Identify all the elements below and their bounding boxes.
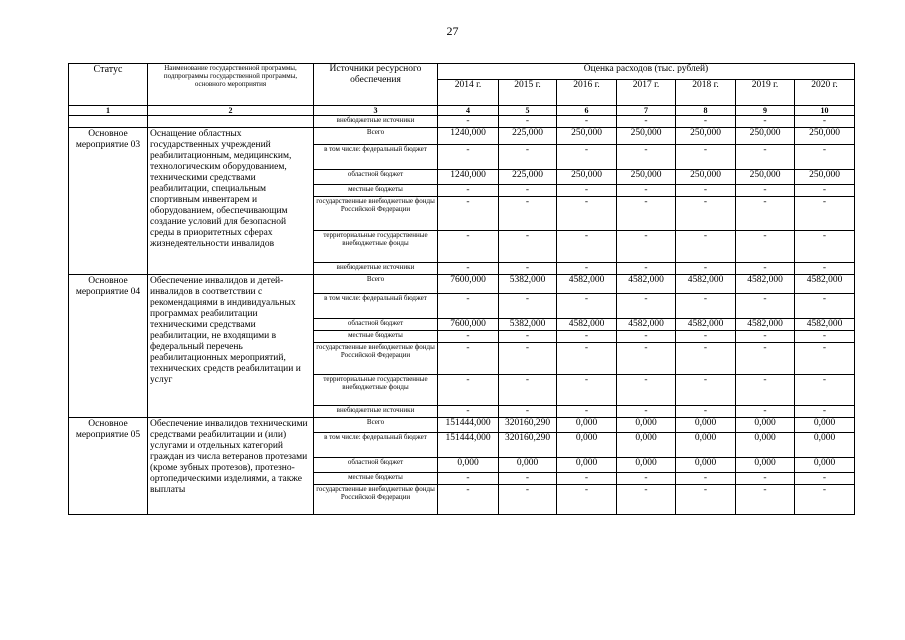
header-year: 2018 г. bbox=[676, 80, 736, 106]
value-cell: - bbox=[557, 485, 617, 515]
value-cell: 0,000 bbox=[617, 418, 676, 433]
value-cell: 5382,000 bbox=[499, 319, 557, 331]
value-cell: - bbox=[676, 145, 736, 170]
value-cell: - bbox=[499, 375, 557, 406]
value-cell: 0,000 bbox=[676, 458, 736, 473]
source-cell: внебюджетные источники bbox=[314, 116, 438, 128]
value-cell: - bbox=[499, 197, 557, 231]
value-cell: - bbox=[617, 263, 676, 275]
value-cell: - bbox=[676, 185, 736, 197]
value-cell: - bbox=[795, 185, 855, 197]
value-cell: - bbox=[557, 406, 617, 418]
value-cell: 0,000 bbox=[557, 458, 617, 473]
value-cell: - bbox=[438, 473, 499, 485]
column-number: 10 bbox=[795, 106, 855, 116]
column-number: 3 bbox=[314, 106, 438, 116]
header-year: 2014 г. bbox=[438, 80, 499, 106]
empty-cell bbox=[69, 116, 148, 128]
value-cell: 4582,000 bbox=[617, 319, 676, 331]
table-row bbox=[69, 418, 855, 433]
value-cell: - bbox=[438, 485, 499, 515]
value-cell: - bbox=[795, 263, 855, 275]
column-number: 6 bbox=[557, 106, 617, 116]
value-cell: - bbox=[736, 331, 795, 343]
value-cell: - bbox=[617, 197, 676, 231]
column-number: 8 bbox=[676, 106, 736, 116]
value-cell: - bbox=[795, 485, 855, 515]
value-cell: - bbox=[676, 294, 736, 319]
value-cell: 1240,000 bbox=[438, 128, 499, 145]
value-cell: - bbox=[736, 197, 795, 231]
value-cell: - bbox=[557, 343, 617, 375]
value-cell: 0,000 bbox=[557, 418, 617, 433]
value-cell: - bbox=[736, 294, 795, 319]
source-cell: территориальные государственные внебюджетные фонды bbox=[314, 375, 438, 406]
value-cell: - bbox=[438, 231, 499, 263]
value-cell: 7600,000 bbox=[438, 319, 499, 331]
value-cell: - bbox=[617, 145, 676, 170]
source-cell: территориальные государственные внебюджетные фонды bbox=[314, 231, 438, 263]
value-cell: - bbox=[438, 375, 499, 406]
value-cell: - bbox=[499, 263, 557, 275]
source-cell: местные бюджеты bbox=[314, 185, 438, 197]
source-cell: внебюджетные источники bbox=[314, 406, 438, 418]
value-cell: 151444,000 bbox=[438, 433, 499, 458]
status-cell: Основное мероприятие 03 bbox=[69, 128, 148, 275]
value-cell: 0,000 bbox=[795, 458, 855, 473]
value-cell: - bbox=[795, 231, 855, 263]
value-cell: - bbox=[736, 185, 795, 197]
column-number: 4 bbox=[438, 106, 499, 116]
source-cell: государственные внебюджетные фонды Российской Федерации bbox=[314, 343, 438, 375]
value-cell: - bbox=[676, 231, 736, 263]
value-cell: 4582,000 bbox=[795, 275, 855, 294]
column-number: 9 bbox=[736, 106, 795, 116]
value-cell: 0,000 bbox=[617, 458, 676, 473]
value-cell: - bbox=[499, 343, 557, 375]
value-cell: - bbox=[557, 197, 617, 231]
value-cell: - bbox=[438, 406, 499, 418]
value-cell: 250,000 bbox=[617, 128, 676, 145]
table-row bbox=[69, 128, 855, 145]
value-cell: 0,000 bbox=[438, 458, 499, 473]
value-cell: 4582,000 bbox=[676, 275, 736, 294]
source-cell: областной бюджет bbox=[314, 319, 438, 331]
source-cell: в том числе: федеральный бюджет bbox=[314, 294, 438, 319]
value-cell: - bbox=[736, 406, 795, 418]
column-number: 2 bbox=[148, 106, 314, 116]
value-cell: 4582,000 bbox=[676, 319, 736, 331]
status-cell: Основное мероприятие 05 bbox=[69, 418, 148, 515]
source-cell: Всего bbox=[314, 128, 438, 145]
value-cell: 225,000 bbox=[499, 170, 557, 185]
table-row bbox=[69, 275, 855, 294]
source-cell: внебюджетные источники bbox=[314, 263, 438, 275]
value-cell: - bbox=[617, 473, 676, 485]
expenditure-table bbox=[68, 63, 855, 515]
value-cell: 250,000 bbox=[736, 170, 795, 185]
value-cell: 250,000 bbox=[557, 128, 617, 145]
value-cell: - bbox=[795, 375, 855, 406]
value-cell: 1240,000 bbox=[438, 170, 499, 185]
value-cell: - bbox=[499, 331, 557, 343]
header-year: 2020 г. bbox=[795, 80, 855, 106]
value-cell: - bbox=[438, 294, 499, 319]
value-cell: - bbox=[557, 375, 617, 406]
value-cell: - bbox=[499, 145, 557, 170]
header-source: Источники ресурсного обеспечения bbox=[314, 64, 438, 106]
value-cell: 7600,000 bbox=[438, 275, 499, 294]
value-cell: - bbox=[795, 197, 855, 231]
value-cell: - bbox=[736, 375, 795, 406]
name-cell: Обеспечение инвалидов и детей-инвалидов в соответствии с рекомендациями в индивидуальных программах реабилитации техническими средствами реабилитации, не входящими в федеральный перечень реабилитационных мероприятий, технических средств реабилитации и услуг bbox=[148, 275, 314, 418]
value-cell: - bbox=[736, 145, 795, 170]
value-cell: 320160,290 bbox=[499, 418, 557, 433]
value-cell: - bbox=[617, 485, 676, 515]
value-cell: - bbox=[736, 263, 795, 275]
value-cell: - bbox=[676, 331, 736, 343]
value-cell: 250,000 bbox=[736, 128, 795, 145]
value-cell: - bbox=[499, 294, 557, 319]
value-cell: 0,000 bbox=[736, 458, 795, 473]
value-cell: - bbox=[557, 294, 617, 319]
value-cell: - bbox=[499, 185, 557, 197]
source-cell: в том числе: федеральный бюджет bbox=[314, 433, 438, 458]
value-cell: - bbox=[617, 294, 676, 319]
value-cell: 4582,000 bbox=[557, 319, 617, 331]
value-cell: - bbox=[438, 116, 499, 128]
header-year: 2017 г. bbox=[617, 80, 676, 106]
value-cell: - bbox=[438, 185, 499, 197]
value-cell: - bbox=[795, 406, 855, 418]
source-cell: областной бюджет bbox=[314, 170, 438, 185]
value-cell: - bbox=[795, 343, 855, 375]
value-cell: - bbox=[557, 231, 617, 263]
value-cell: - bbox=[736, 116, 795, 128]
source-cell: Всего bbox=[314, 418, 438, 433]
value-cell: - bbox=[795, 294, 855, 319]
value-cell: - bbox=[499, 116, 557, 128]
value-cell: - bbox=[438, 197, 499, 231]
value-cell: - bbox=[736, 485, 795, 515]
column-number: 1 bbox=[69, 106, 148, 116]
value-cell: - bbox=[499, 406, 557, 418]
value-cell: - bbox=[676, 343, 736, 375]
value-cell: 320160,290 bbox=[499, 433, 557, 458]
value-cell: 250,000 bbox=[676, 170, 736, 185]
value-cell: - bbox=[557, 145, 617, 170]
header-status: Статус bbox=[69, 64, 148, 106]
value-cell: - bbox=[795, 473, 855, 485]
header-name: Наименование государственной программы, подпрограммы государственной программы, основного мероприятия bbox=[148, 64, 314, 106]
value-cell: 0,000 bbox=[736, 418, 795, 433]
header-year: 2016 г. bbox=[557, 80, 617, 106]
empty-cell bbox=[148, 116, 314, 128]
value-cell: - bbox=[499, 231, 557, 263]
status-cell: Основное мероприятие 04 bbox=[69, 275, 148, 418]
source-cell: Всего bbox=[314, 275, 438, 294]
value-cell: - bbox=[676, 116, 736, 128]
value-cell: - bbox=[676, 406, 736, 418]
value-cell: - bbox=[557, 473, 617, 485]
value-cell: 4582,000 bbox=[617, 275, 676, 294]
value-cell: 4582,000 bbox=[795, 319, 855, 331]
value-cell: 0,000 bbox=[557, 433, 617, 458]
value-cell: 250,000 bbox=[795, 170, 855, 185]
value-cell: 250,000 bbox=[795, 128, 855, 145]
value-cell: - bbox=[438, 263, 499, 275]
value-cell: 0,000 bbox=[499, 458, 557, 473]
column-number: 7 bbox=[617, 106, 676, 116]
value-cell: - bbox=[499, 485, 557, 515]
value-cell: - bbox=[795, 116, 855, 128]
value-cell: - bbox=[557, 185, 617, 197]
value-cell: 0,000 bbox=[676, 433, 736, 458]
value-cell: - bbox=[557, 116, 617, 128]
value-cell: 4582,000 bbox=[736, 319, 795, 331]
value-cell: - bbox=[438, 343, 499, 375]
value-cell: - bbox=[676, 375, 736, 406]
source-cell: местные бюджеты bbox=[314, 473, 438, 485]
value-cell: 151444,000 bbox=[438, 418, 499, 433]
value-cell: 4582,000 bbox=[557, 275, 617, 294]
source-cell: государственные внебюджетные фонды Российской Федерации bbox=[314, 485, 438, 515]
value-cell: - bbox=[499, 473, 557, 485]
value-cell: - bbox=[557, 263, 617, 275]
value-cell: - bbox=[617, 375, 676, 406]
value-cell: - bbox=[736, 231, 795, 263]
value-cell: 0,000 bbox=[676, 418, 736, 433]
value-cell: - bbox=[438, 145, 499, 170]
source-cell: государственные внебюджетные фонды Российской Федерации bbox=[314, 197, 438, 231]
header-year: 2015 г. bbox=[499, 80, 557, 106]
value-cell: - bbox=[736, 343, 795, 375]
name-cell: Обеспечение инвалидов техническими средствами реабилитации и (или) услугами и отдельных категорий граждан из числа ветеранов протезами (кроме зубных протезов), протезно-ортопедическими изделиями, а также выплаты bbox=[148, 418, 314, 515]
name-cell: Оснащение областных государственных учреждений реабилитационным, медицинским, технологическим оборудованием, техническими средствами реабилитации, специальным спортивным инвентарем и оборудованием, обеспечивающим создание условий для безопасной среды в приоритетных сферах жизнедеятельности инвалидов bbox=[148, 128, 314, 275]
value-cell: - bbox=[676, 263, 736, 275]
value-cell: - bbox=[617, 343, 676, 375]
value-cell: 0,000 bbox=[795, 433, 855, 458]
value-cell: 250,000 bbox=[557, 170, 617, 185]
value-cell: - bbox=[676, 197, 736, 231]
value-cell: 5382,000 bbox=[499, 275, 557, 294]
value-cell: 4582,000 bbox=[736, 275, 795, 294]
value-cell: 0,000 bbox=[736, 433, 795, 458]
value-cell: - bbox=[795, 331, 855, 343]
value-cell: - bbox=[617, 406, 676, 418]
value-cell: 0,000 bbox=[795, 418, 855, 433]
source-cell: областной бюджет bbox=[314, 458, 438, 473]
value-cell: - bbox=[795, 145, 855, 170]
value-cell: 225,000 bbox=[499, 128, 557, 145]
value-cell: 250,000 bbox=[676, 128, 736, 145]
header-year: 2019 г. bbox=[736, 80, 795, 106]
value-cell: 0,000 bbox=[617, 433, 676, 458]
value-cell: - bbox=[617, 231, 676, 263]
source-cell: в том числе: федеральный бюджет bbox=[314, 145, 438, 170]
page-number: 27 bbox=[446, 24, 459, 38]
value-cell: - bbox=[676, 473, 736, 485]
column-number: 5 bbox=[499, 106, 557, 116]
value-cell: - bbox=[617, 116, 676, 128]
source-cell: местные бюджеты bbox=[314, 331, 438, 343]
value-cell: - bbox=[736, 473, 795, 485]
value-cell: - bbox=[617, 185, 676, 197]
value-cell: - bbox=[617, 331, 676, 343]
header-estimate: Оценка расходов (тыс. рублей) bbox=[438, 64, 855, 80]
value-cell: - bbox=[676, 485, 736, 515]
value-cell: 250,000 bbox=[617, 170, 676, 185]
value-cell: - bbox=[557, 331, 617, 343]
value-cell: - bbox=[438, 331, 499, 343]
